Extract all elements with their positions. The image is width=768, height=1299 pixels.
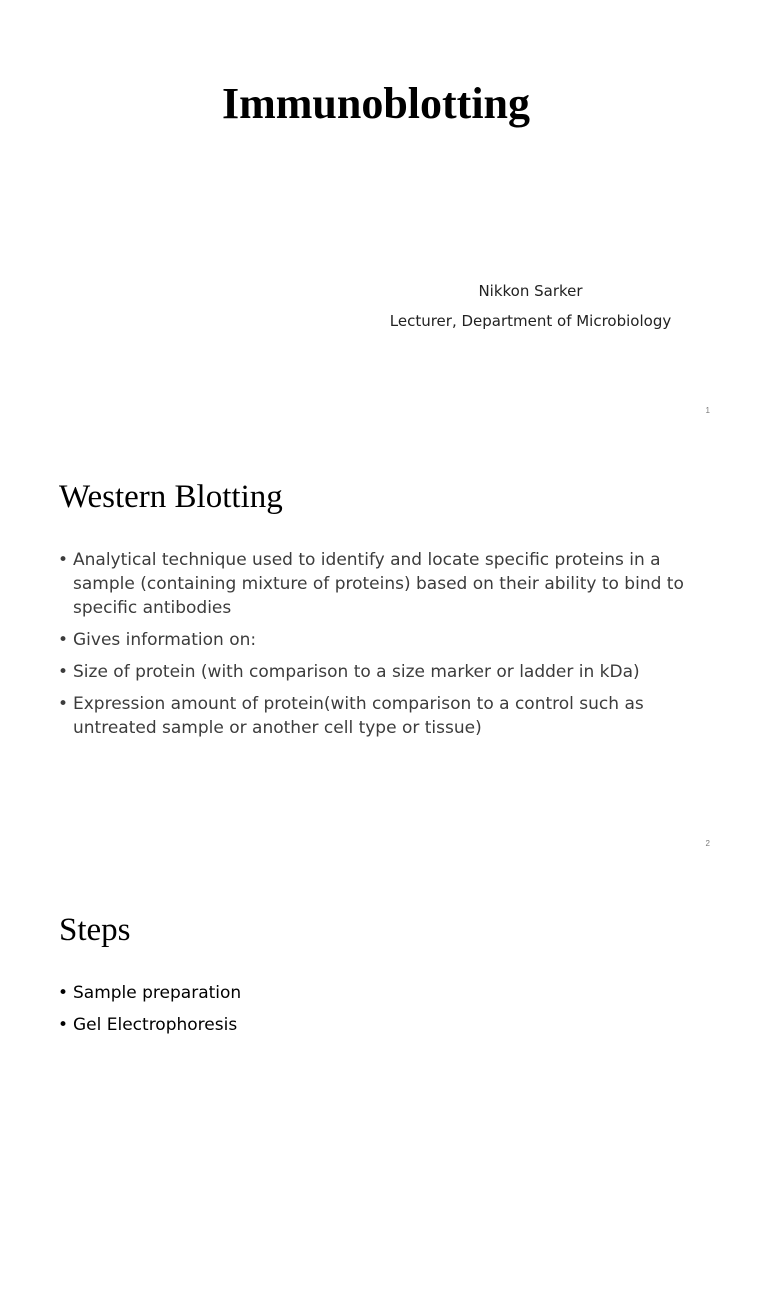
slide-3 [0, 866, 768, 1299]
bullet-icon: • [58, 550, 69, 570]
slide-1 [0, 0, 768, 433]
slide-title: Immunoblotting [221, 79, 531, 128]
bullet-list [58, 981, 708, 1045]
bullet-item [58, 981, 708, 1005]
bullet-icon: • [58, 694, 69, 714]
bullet-item [58, 628, 708, 652]
bullet-text: Expression amount of protein(with comparison to a control such as untreated sample or another cell type or tissue) [73, 694, 644, 738]
slide-number: 1 [705, 406, 710, 415]
bullet-text: Size of protein (with comparison to a size marker or ladder in kDa) [73, 662, 640, 682]
bullet-icon: • [58, 983, 69, 1003]
bullet-list [58, 548, 708, 748]
bullet-text: Analytical technique used to identify and locate specific proteins in a sample (containing mixture of proteins) based on their ability to bind to specific antibodies [73, 550, 684, 618]
bullet-icon: • [58, 662, 69, 682]
bullet-item [58, 548, 708, 620]
author-name: Nikkon Sarker [478, 282, 583, 300]
bullet-text: Gives information on: [73, 630, 257, 650]
bullet-icon: • [58, 1015, 69, 1035]
author-affiliation: Lecturer, Department of Microbiology [389, 312, 672, 330]
slide-title: Steps [59, 912, 131, 948]
slide-2 [0, 433, 768, 866]
bullet-icon: • [58, 630, 69, 650]
slide-number: 2 [705, 839, 710, 848]
bullet-text: Sample preparation [73, 983, 242, 1003]
subtitle-block [384, 276, 677, 336]
bullet-text: Gel Electrophoresis [73, 1015, 238, 1035]
bullet-item [58, 692, 708, 740]
bullet-item [58, 1013, 708, 1037]
slide-title: Western Blotting [59, 479, 283, 515]
bullet-item [58, 660, 708, 684]
